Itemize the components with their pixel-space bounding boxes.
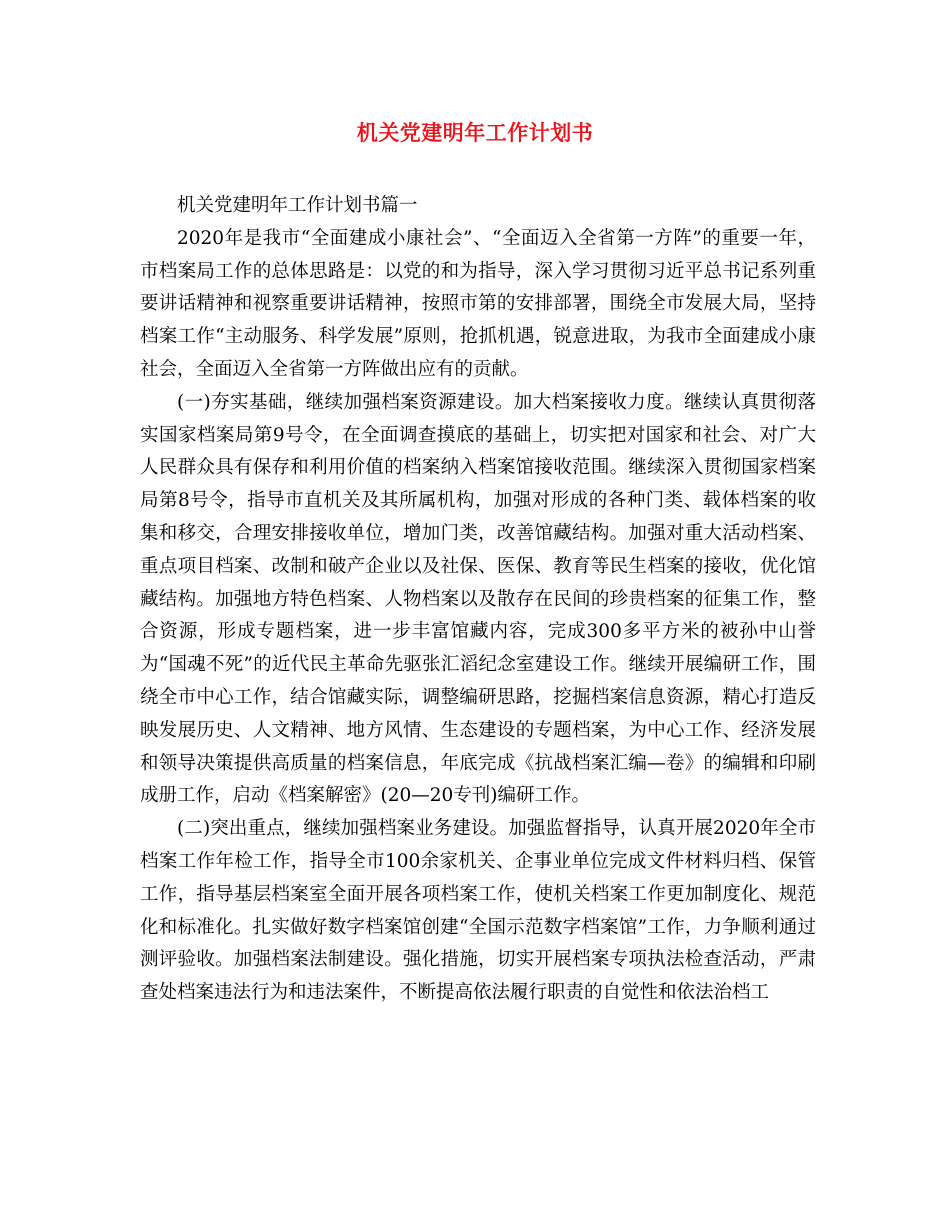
paragraph-intro: 2020年是我市“全面建成小康社会”、“全面迈入全省第一方阵”的重要一年，市档案局工作的总体思路是：以党的和为指导，深入学习贯彻习近平总书记系列重要讲话精神和视察重要讲话精神，按照市第的安排部署，围绕全市发展大局，坚持档案工作“主动服务、科学发展”原则，抢抓机遇，锐意进取，为我市全面建成小康社会，全面迈入全省第一方阵做出应有的贡献。 bbox=[140, 227, 816, 380]
section-heading: 机关党建明年工作计划书篇一 bbox=[177, 195, 418, 216]
document-title: 机关党建明年工作计划书 bbox=[356, 120, 594, 145]
paragraph-section-two: (二)突出重点，继续加强档案业务建设。加强监督指导，认真开展2020年全市档案工作年检工作，指导全市100余家机关、企事业单位完成文件材料归档、保管工作，指导基层档案室全面开展各项档案工作，使机关档案工作更加制度化、规范化和标准化。扎实做好数字档案馆创建“全国示范数字档案馆”工作，力争顺利通过测评验收。加强档案法制建设。强化措施，切实开展档案专项执法检查活动，严肃查处档案违法行为和违法案件，不断提高依法履行职责的自觉性和依法治档工 bbox=[140, 818, 816, 1004]
paragraph-section-one: (一)夯实基础，继续加强档案资源建设。加大档案接收力度。继续认真贯彻落实国家档案局第9号令，在全面调查摸底的基础上，切实把对国家和社会、对广大人民群众具有保存和利用价值的档案纳入档案馆接收范围。继续深入贯彻国家档案局第8号令，指导市直机关及其所属机构，加强对形成的各种门类、载体档案的收集和移交，合理安排接收单位，增加门类，改善馆藏结构。加强对重大活动档案、重点项目档案、改制和破产企业以及社保、医保、教育等民生档案的接收，优化馆藏结构。加强地方特色档案、人物档案以及散存在民间的珍贵档案的征集工作，整合资源，形成专题档案，进一步丰富馆藏内容，完成300多平方米的被孙中山誉为“国魂不死”的近代民主革命先驱张汇滔纪念室建设工作。继续开展编研工作，围绕全市中心工作，结合馆藏实际，调整编研思路，挖掘档案信息资源，精心打造反映发展历史、人文精神、地方风情、生态建设的专题档案，为中心工作、经济发展和领导决策提供高质量的档案信息，年底完成《抗战档案汇编—卷》的编辑和印刷成册工作，启动《档案解密》(20—20专刊)编研工作。 bbox=[140, 391, 816, 807]
document-body bbox=[140, 190, 816, 1010]
